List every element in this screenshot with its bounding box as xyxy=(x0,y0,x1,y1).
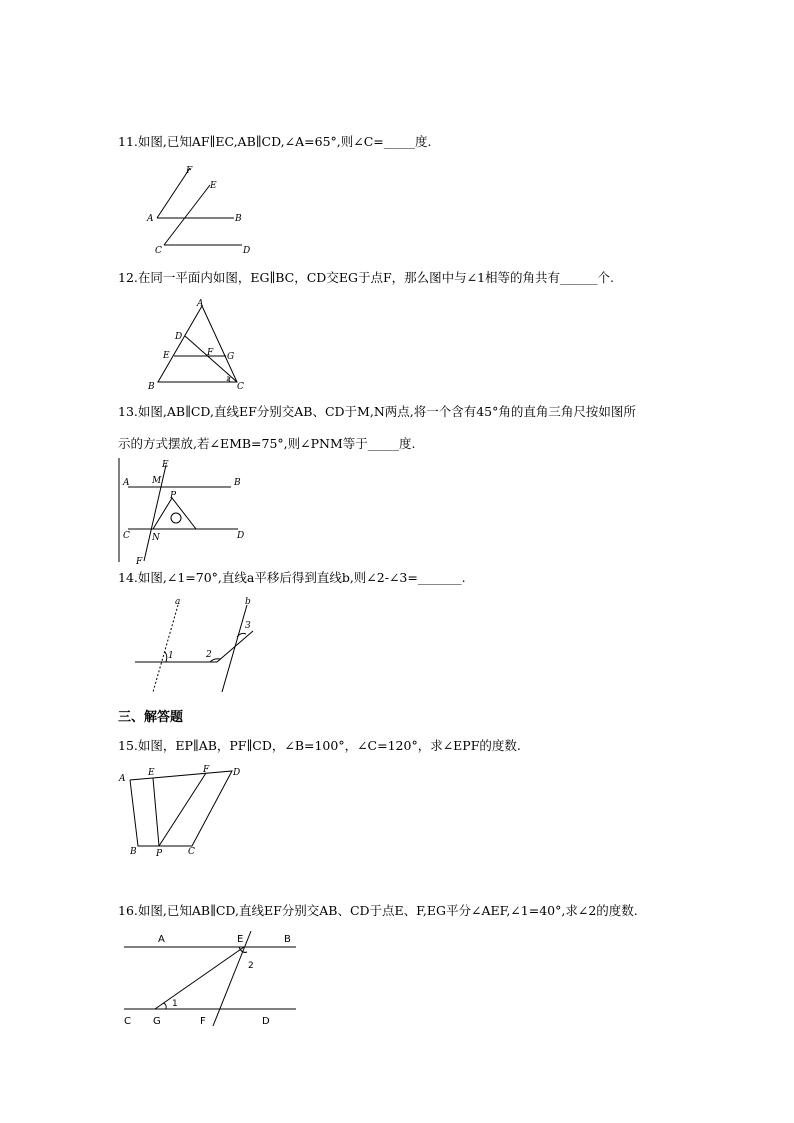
label-B: B xyxy=(235,214,242,224)
label-F: F xyxy=(203,765,210,775)
label-C: C xyxy=(188,847,195,857)
label-2: 2 xyxy=(206,650,212,660)
question-14-text: 14.如图,∠1=70°,直线a平移后得到直线b,则∠2-∠3=_______. xyxy=(118,570,466,585)
label-F: F xyxy=(207,348,214,358)
figure-14 xyxy=(130,596,280,696)
label-3: 3 xyxy=(245,621,251,631)
label-F: F xyxy=(200,1016,206,1027)
label-B: B xyxy=(148,382,155,392)
label-N: N xyxy=(152,533,160,543)
question-13-text-line2: 示的方式摆放,若∠EMB=75°,则∠PNM等于_____度. xyxy=(118,436,416,451)
label-G: G xyxy=(153,1016,161,1027)
question-11-text: 11.如图,已知AF∥EC,AB∥CD,∠A=65°,则∠C=_____度. xyxy=(118,134,432,149)
label-D: D xyxy=(243,246,251,256)
label-F: F xyxy=(186,166,193,176)
label-C: C xyxy=(123,531,130,541)
label-A: A xyxy=(147,214,154,224)
line-a-dotted xyxy=(153,605,178,692)
line-ef xyxy=(213,931,251,1026)
label-G: G xyxy=(227,352,235,362)
label-E: E xyxy=(237,934,244,945)
line-b xyxy=(222,605,247,692)
label-A: A xyxy=(123,478,130,488)
label-M: M xyxy=(152,476,162,486)
quadrilateral-abcd xyxy=(130,771,232,846)
section-heading: 三、解答题 xyxy=(118,710,184,725)
question-13-text-line1: 13.如图,AB∥CD,直线EF分别交AB、CD于M,N两点,将一个含有45°角的直角三角尺按如图所 xyxy=(118,404,636,419)
label-2: 2 xyxy=(248,961,254,971)
label-C: C xyxy=(124,1016,131,1027)
figure-13 xyxy=(116,458,266,568)
label-b: b xyxy=(245,597,251,607)
label-E: E xyxy=(162,460,169,470)
line-ep xyxy=(153,778,159,846)
set-square-hole xyxy=(171,513,181,523)
angle-1-arc xyxy=(165,652,167,662)
triangle-abc xyxy=(158,306,237,382)
figure-15 xyxy=(116,764,246,859)
label-C: C xyxy=(155,246,162,256)
label-1: 1 xyxy=(168,651,174,661)
figure-16 xyxy=(118,928,303,1028)
question-12-text: 12.在同一平面内如图，EG∥BC，CD交EG于点F，那么图中与∠1相等的角共有______个. xyxy=(118,270,615,285)
label-E: E xyxy=(148,768,155,778)
label-P: P xyxy=(170,491,177,501)
label-D: D xyxy=(175,332,183,342)
line-ec xyxy=(164,185,210,245)
label-1: 1 xyxy=(226,376,230,383)
figure-11 xyxy=(140,160,260,260)
line-eg xyxy=(155,947,244,1009)
label-a: a xyxy=(175,597,181,607)
label-E: E xyxy=(210,181,217,191)
label-E: E xyxy=(163,351,170,361)
label-1: 1 xyxy=(172,999,178,1009)
label-F: F xyxy=(136,557,143,567)
label-C: C xyxy=(237,382,244,392)
question-16-text: 16.如图,已知AB∥CD,直线EF分别交AB、CD于点E、F,EG平分∠AEF,∠1=40°,求∠2的度数. xyxy=(118,903,638,918)
line-pf xyxy=(159,773,206,846)
label-B: B xyxy=(234,478,241,488)
label-A: A xyxy=(119,774,126,784)
label-A: A xyxy=(197,299,204,309)
angle-1-arc xyxy=(163,1003,166,1009)
label-P: P xyxy=(156,849,163,859)
figure-12 xyxy=(140,296,260,396)
label-A: A xyxy=(158,934,165,945)
label-D: D xyxy=(233,768,241,778)
question-15-text: 15.如图，EP∥AB，PF∥CD，∠B=100°，∠C=120°，求∠EPF的度数. xyxy=(118,738,521,753)
label-B: B xyxy=(284,934,291,945)
label-D: D xyxy=(262,1016,270,1027)
label-B: B xyxy=(130,847,137,857)
label-D: D xyxy=(237,531,245,541)
